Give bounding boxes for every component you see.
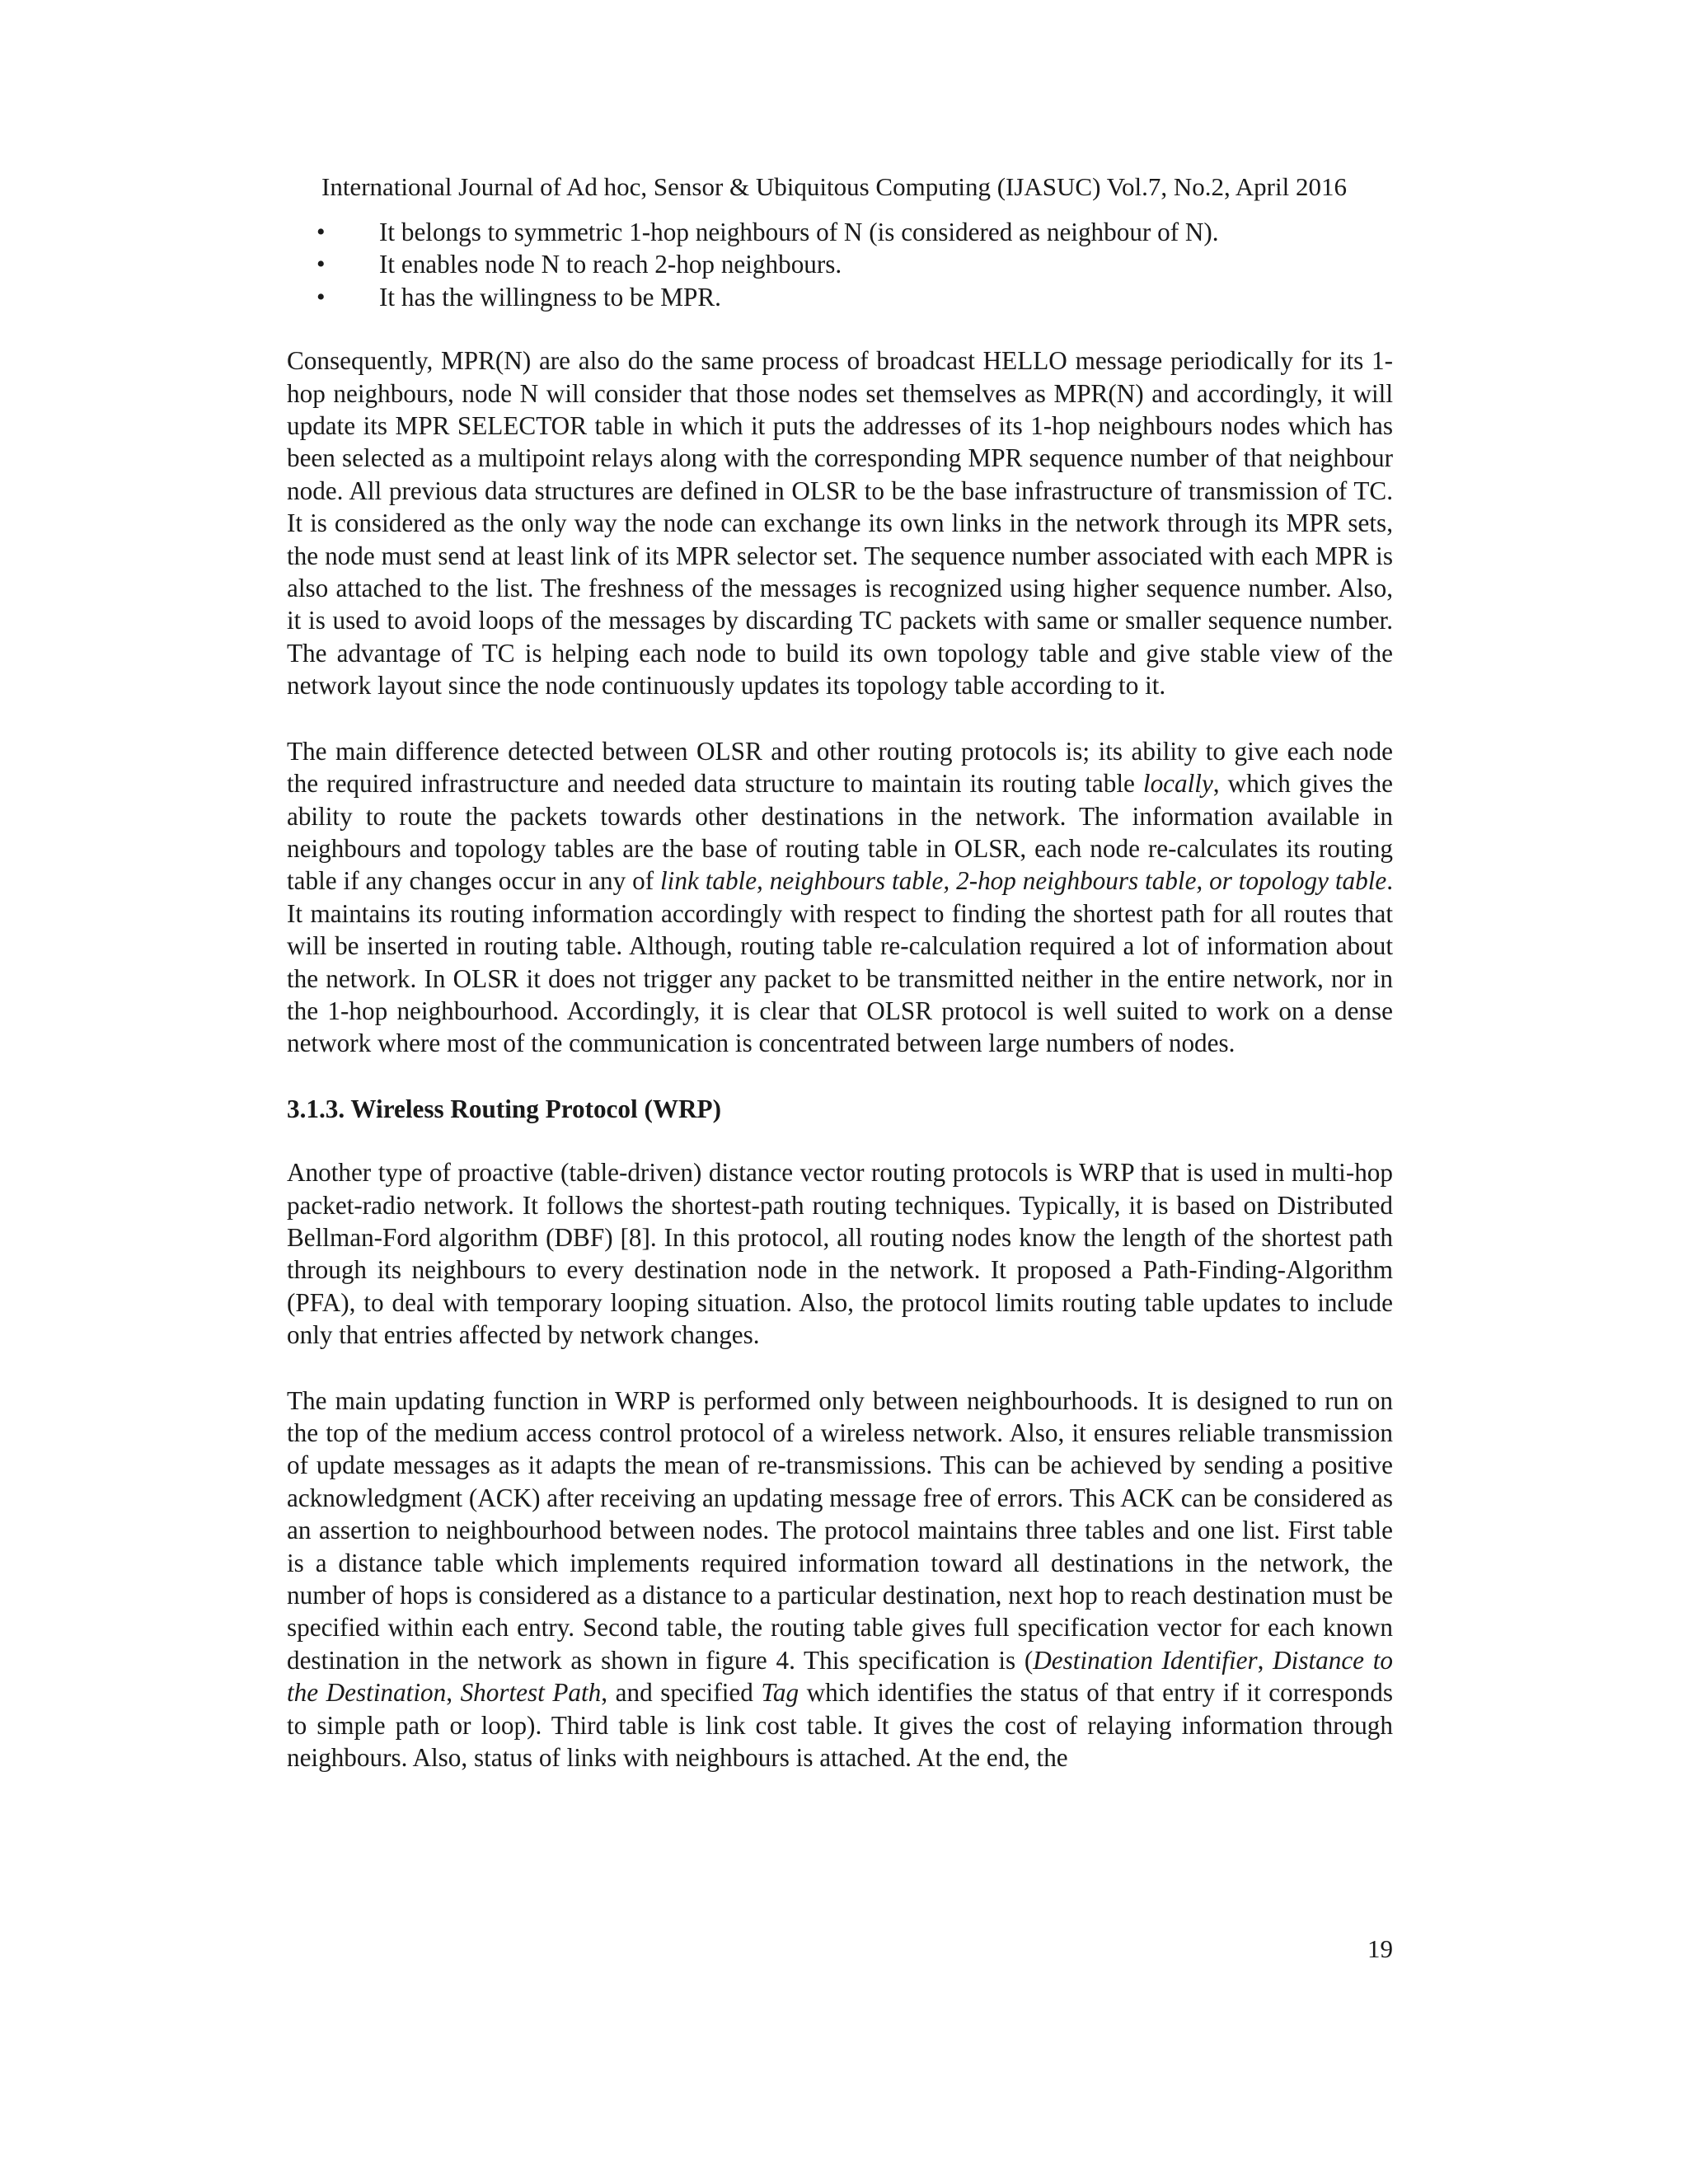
italic-text: Distance to the Destination bbox=[287, 1645, 1394, 1708]
mpr-criteria-list bbox=[287, 216, 1393, 313]
text-run: which identifies the status of that entry if it corresponds to simple path or loop). Third table is link cost table. It gives the cost of relaying information through neighbours. Also, status of links with neighbours is attached. At the end, the bbox=[287, 1678, 1394, 1773]
page-number: 19 bbox=[1367, 1934, 1393, 1963]
list-item bbox=[287, 248, 1393, 280]
bullet-icon: • bbox=[316, 218, 326, 246]
italic-text: Tag bbox=[761, 1678, 799, 1708]
list-item bbox=[287, 281, 1393, 313]
text-run: , and specified bbox=[601, 1678, 762, 1708]
list-item-text: It has the willingness to be MPR. bbox=[379, 282, 721, 312]
text-run: The main difference detected between OLSR and other routing protocols is; its ability to give each node the required infrastructure and needed data structure to maintain its routing table bbox=[287, 736, 1393, 799]
text-run: , bbox=[446, 1678, 461, 1708]
bullet-icon: • bbox=[316, 251, 326, 279]
italic-text: locally bbox=[1142, 769, 1213, 799]
italic-text: link table, neighbours table, 2-hop neighbours table, or topology table bbox=[660, 866, 1387, 896]
text-run: , bbox=[1257, 1645, 1273, 1675]
text-run: , which gives the ability to route the packets towards other destinations in the network. The information available in neighbours and topology tables are the base of routing table in OLSR, each node re-calculates its routing table if any changes occur in any of bbox=[287, 769, 1393, 896]
list-item bbox=[287, 216, 1393, 248]
paragraph-mpr-selector: Consequently, MPR(N) are also do the same process of broadcast HELLO message periodically for its 1-hop neighbours, node N will consider that those nodes set themselves as MPR(N) and accordingly, it will update its MPR SELECTOR table in which it puts the addresses of its 1-hop neighbours nodes which has been selected as a multipoint relays along with the corresponding MPR sequence number of that neighbour node. All previous data structures are defined in OLSR to be the base infrastructure of transmission of TC. It is considered as the only way the node can exchange its own links in the network through its MPR sets, the node must send at least link of its MPR selector set. The sequence number associated with each MPR is also attached to the list. The freshness of the messages is recognized using higher sequence number. Also, it is used to avoid loops of the messages by discarding TC packets with same or smaller sequence number. The advantage of TC is helping each node to build its own topology table and give stable view of the network layout since the node continuously updates its topology table according to it. bbox=[287, 346, 1393, 701]
section-heading: 3.1.3. Wireless Routing Protocol (WRP) bbox=[287, 1094, 721, 1123]
bullet-icon: • bbox=[316, 283, 326, 311]
paragraph-wrp-tables bbox=[287, 1385, 1393, 1774]
text-run: The main updating function in WRP is performed only between neighbourhoods. It is designed to run on the top of the medium access control protocol of a wireless network. Also, it ensures reliable transmission of update messages as it adapts the mean of re-transmissions. This can be achieved by sending a positive acknowledgment (ACK) after receiving an updating message free of errors. This ACK can be considered as an assertion to neighbourhood between nodes. The protocol maintains three tables and one list. First table is a distance table which implements required information toward all destinations in the network, the number of hops is considered as a distance to a particular destination, next hop to reach destination must be specified within each entry. Second table, the routing table gives full specification vector for each known destination in the network as shown in figure 4. This specification is ( bbox=[287, 1385, 1393, 1675]
paragraph-olsr-difference bbox=[287, 735, 1393, 1060]
body-text bbox=[287, 216, 1393, 1807]
paragraph-wrp-intro: Another type of proactive (table-driven) distance vector routing protocols is WRP that is used in multi-hop packet-radio network. It follows the shortest-path routing techniques. Typically, it is based on Distributed Bellman-Ford algorithm (DBF) [8]. In this protocol, all routing nodes know the length of the shortest path through its neighbours to every destination node in the network. It proposed a Path-Finding-Algorithm (PFA), to deal with temporary looping situation. Also, the protocol limits routing table updates to include only that entries affected by network changes. bbox=[287, 1158, 1393, 1350]
text-run: . It maintains its routing information accordingly with respect to finding the shortest path for all routes that will be inserted in routing table. Although, routing table re-calculation required a lot of information about the network. In OLSR it does not trigger any packet to be transmitted neither in the entire network, nor in the 1-hop neighbourhood. Accordingly, it is clear that OLSR protocol is well suited to work on a dense network where most of the communication is concentrated between large numbers of nodes. bbox=[287, 866, 1393, 1058]
list-item-text: It enables node N to reach 2-hop neighbours. bbox=[379, 250, 842, 279]
journal-running-header: International Journal of Ad hoc, Sensor & Ubiquitous Computing (IJASUC) Vol.7, No.2, April 2016 bbox=[321, 172, 1347, 201]
italic-text: Destination Identifier bbox=[1033, 1645, 1258, 1675]
italic-text: Shortest Path bbox=[460, 1678, 602, 1708]
list-item-text: It belongs to symmetric 1-hop neighbours of N (is considered as neighbour of N). bbox=[379, 218, 1219, 246]
